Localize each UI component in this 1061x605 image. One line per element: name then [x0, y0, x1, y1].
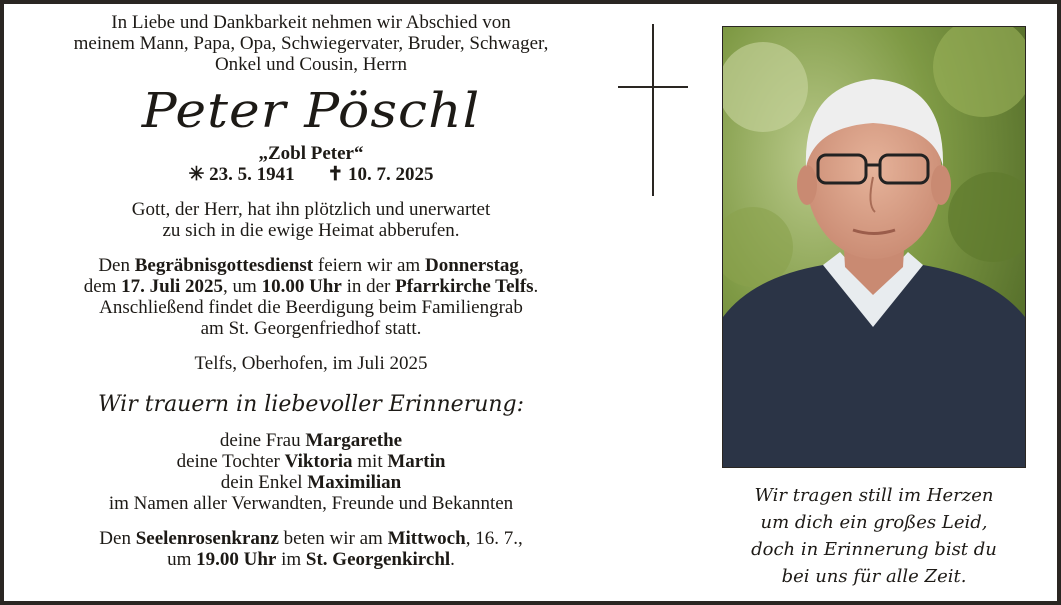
verse-line: bei uns für alle Zeit.: [781, 566, 967, 587]
rosary-line-2: um 19.00 Uhr im St. Georgenkirchl.: [167, 549, 455, 570]
birth-date: ✳ 23. 5. 1941: [188, 164, 295, 185]
verse-line: Wir tragen still im Herzen: [754, 485, 994, 506]
mourner-line: im Namen aller Verwandten, Freunde und Bekannten: [108, 493, 514, 514]
obituary-text: [14, 12, 608, 570]
intro-line: Onkel und Cousin, Herrn: [214, 54, 408, 75]
death-notice: [14, 199, 608, 241]
rosary-info: [14, 528, 608, 570]
verse-line: um dich ein großes Leid,: [760, 512, 988, 533]
intro-line: In Liebe und Dankbarkeit nehmen wir Abschied von: [111, 12, 511, 33]
nickname: „Zobl Peter“: [258, 143, 364, 164]
funeral-line-3: Anschließend findet die Beerdigung beim Familiengrab: [99, 297, 523, 318]
portrait-photo: [722, 26, 1026, 468]
intro-line: meinem Mann, Papa, Opa, Schwiegervater, Bruder, Schwager,: [73, 33, 549, 54]
mourner-line: dein Enkel Maximilian: [220, 472, 402, 493]
portrait-illustration: [723, 27, 1025, 467]
intro-text: [14, 12, 608, 75]
place-date: Telfs, Oberhofen, im Juli 2025: [194, 353, 428, 374]
mourners-list: [14, 430, 608, 514]
mourner-line: deine Frau Margarethe: [219, 430, 403, 451]
mourning-heading: Wir trauern in liebevoller Erinnerung:: [97, 392, 525, 417]
verse-line: doch in Erinnerung bist du: [751, 539, 997, 560]
death-date: ✝ 10. 7. 2025: [327, 164, 434, 185]
mourner-line: deine Tochter Viktoria mit Martin: [176, 451, 446, 472]
rosary-line-1: Den Seelenrosenkranz beten wir am Mittwoch, 16. 7.,: [99, 528, 523, 549]
funeral-line-2: dem 17. Juli 2025, um 10.00 Uhr in der Pfarrkirche Telfs.: [83, 276, 539, 297]
memorial-verse: [722, 482, 1026, 590]
death-notice-line: zu sich in die ewige Heimat abberufen.: [162, 220, 460, 241]
deceased-name: Peter Pöschl: [141, 83, 481, 139]
funeral-line-4: am St. Georgenfriedhof statt.: [200, 318, 422, 339]
cross-icon: [618, 24, 688, 196]
funeral-info: [14, 255, 608, 339]
life-dates: [14, 164, 608, 185]
death-notice-line: Gott, der Herr, hat ihn plötzlich und unerwartet: [131, 199, 491, 220]
funeral-line-1: Den Begräbnisgottesdienst feiern wir am Donnerstag,: [98, 255, 524, 276]
